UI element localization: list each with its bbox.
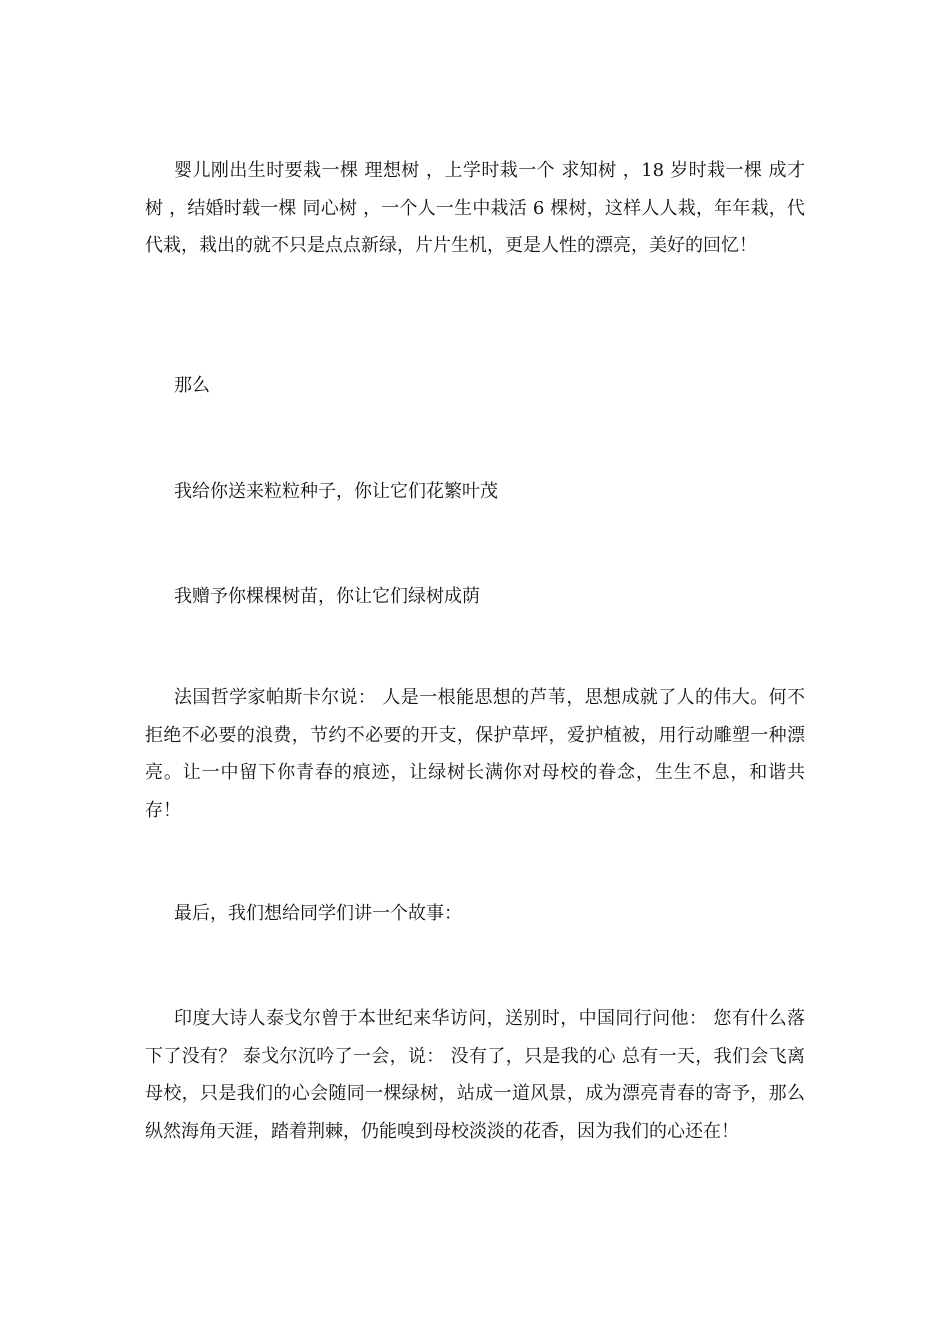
paragraph-tree-planting: 婴儿刚出生时要栽一棵 理想树 ，上学时栽一个 求知树 ，18 岁时栽一棵 成才树 ，结婚时载一棵 同心树 ，一个人一生中栽活 6 棵树，这样人人栽，年年栽，代代栽，栽出的就不只是点点新绿，片片生机，更是人性的漂亮，美好的回忆！ [145, 160, 805, 256]
paragraph-tagore-story: 印度大诗人泰戈尔曾于本世纪来华访问，送别时，中国同行问他： 您有什么落下了没有？ 泰戈尔沉吟了一会，说： 没有了，只是我的心 总有一天，我们会飞离母校，只是我们的心会随同一棵绿树，站成一道风景，成为漂亮青春的寄予，那么纵然海角天涯，踏着荆棘，仍能嗅到母校淡淡的花香，因为我们的心还在！ [145, 1008, 805, 1142]
paragraph-seeds: 我给你送来粒粒种子，你让它们花繁叶茂 [174, 481, 498, 502]
paragraph-story-intro: 最后，我们想给同学们讲一个故事： [174, 903, 462, 924]
paragraph-name-me: 那么 [174, 375, 210, 396]
paragraph-saplings: 我赠予你棵棵树苗，你让它们绿树成荫 [174, 586, 480, 607]
paragraph-pascal: 法国哲学家帕斯卡尔说： 人是一根能思想的芦苇，思想成就了人的伟大。何不拒绝不必要的浪费，节约不必要的开支，保护草坪，爱护植被，用行动雕塑一种漂亮。让一中留下你青春的痕迹，让绿树长满你对母校的眷念，生生不息，和谐共存！ [145, 687, 805, 821]
